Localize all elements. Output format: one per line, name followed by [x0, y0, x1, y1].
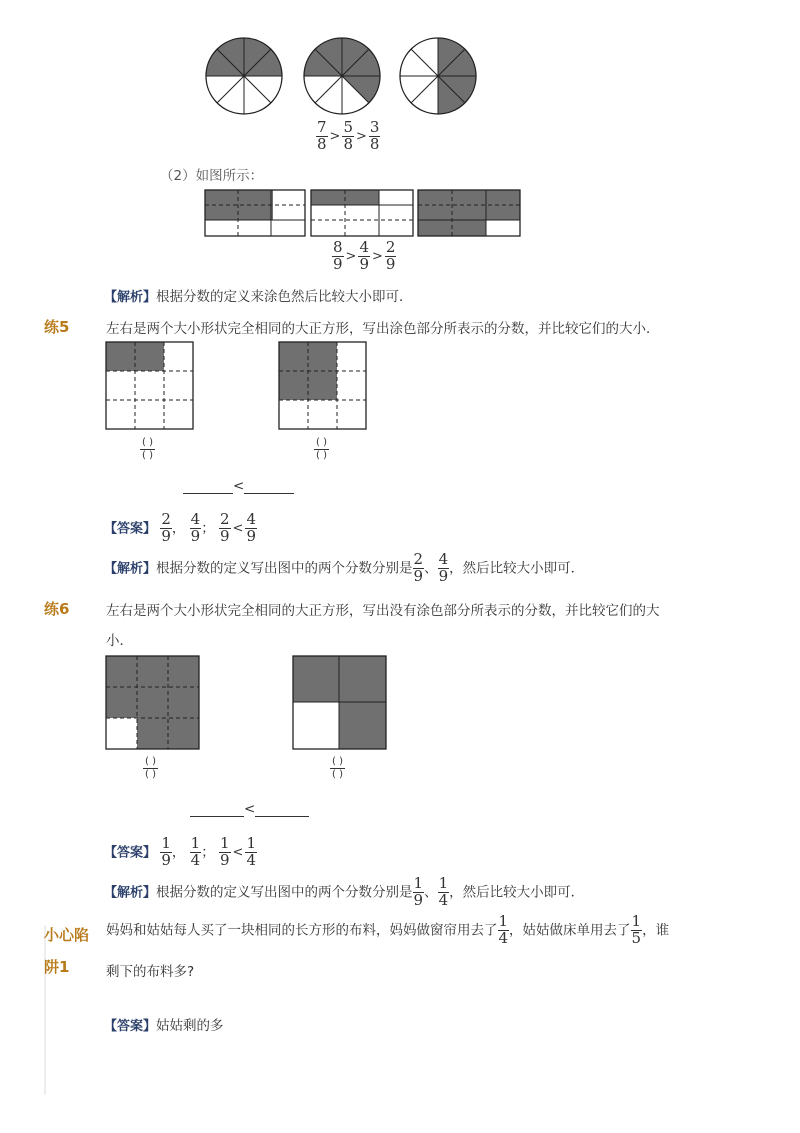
ex6-blank-fraction-left[interactable]: ( ) ( ): [145, 756, 156, 780]
ex6-compare-line: <: [190, 801, 309, 817]
ex6-question-line1: 左右是两个大小形状完全相同的大正方形，写出没有涂色部分所表示的分数，并比较它们的大: [106, 603, 660, 619]
trap-question-line1: 妈妈和姑姑每人买了一块相同的长方形的布料，妈妈做窗帘用去了 $\frac{1}{4}$ ，姑姑做床单用去了 $\frac{1}{5}$ ，谁: [106, 912, 670, 947]
trap-question-line2: 剩下的布料多?: [106, 964, 195, 980]
ex6-square-right: [293, 656, 386, 749]
analysis-1: 【解析】根据分数的定义来涂色然后比较大小即可．: [104, 289, 413, 305]
rect-4-9: [311, 190, 413, 236]
rect-8-9: [205, 190, 305, 236]
ex5-blank-fraction-right[interactable]: ( ) ( ): [316, 437, 327, 461]
fraction: $\frac{2}{9}$: [413, 550, 424, 585]
ex6-square-left: [106, 656, 199, 749]
fraction: $\frac{2}{9}$: [385, 238, 396, 273]
fraction: $\frac{4}{9}$: [438, 550, 449, 585]
ex5-compare-line: <: [183, 478, 294, 494]
ex5-label: 练5: [44, 318, 70, 336]
fraction: $\frac{3}{8}$: [369, 118, 380, 153]
circle-5-8: [298, 36, 388, 120]
ex5-analysis: 【解析】根据分数的定义写出图中的两个分数分别是 $\frac{2}{9}$ 、 $\frac{4}{9}$ ，然后比较大小即可．: [104, 550, 585, 585]
ex5-square-right: [279, 342, 366, 429]
fraction: $\frac{4}{9}$: [190, 510, 201, 545]
ex6-answer: 【答案】 $\frac{1}{9}$ ， $\frac{1}{4}$ ； $\frac{1}{9}$ < $\frac{1}{4}$: [104, 834, 256, 869]
part2-heading: （2）如图所示：: [160, 168, 264, 184]
trap-label-line2: 阱1: [44, 958, 70, 976]
blank[interactable]: [183, 481, 233, 494]
ex6-squares: [104, 654, 390, 752]
ex5-answer: 【答案】 $\frac{2}{9}$ ， $\frac{4}{9}$ ； $\frac{2}{9}$ < $\frac{4}{9}$: [104, 510, 256, 545]
blank[interactable]: [255, 804, 309, 817]
part2-inequality: $\frac{8}{9}$ > $\frac{4}{9}$ > $\frac{2}{9}$: [333, 238, 396, 273]
fraction: $\frac{1}{5}$: [631, 912, 642, 947]
ex6-label: 练6: [44, 600, 70, 618]
fraction: $\frac{1}{9}$: [413, 874, 424, 909]
fraction: $\frac{4}{9}$: [359, 238, 369, 273]
ex5-square-left: [106, 342, 193, 429]
fraction: $\frac{5}{8}$: [343, 118, 353, 153]
ex6-analysis: 【解析】根据分数的定义写出图中的两个分数分别是 $\frac{1}{9}$ 、 $\frac{1}{4}$ ，然后比较大小即可．: [104, 874, 585, 909]
fraction: $\frac{2}{9}$: [161, 510, 171, 545]
ex5-blank-fraction-left[interactable]: ( ) ( ): [142, 437, 153, 461]
part1-inequality: $\frac{7}{8}$ > $\frac{5}{8}$ > $\frac{3}{8}$: [317, 118, 380, 153]
fraction: $\frac{1}{4}$: [190, 834, 201, 869]
fraction: $\frac{1}{9}$: [220, 834, 230, 869]
fraction: $\frac{1}{4}$: [438, 874, 449, 909]
fraction: $\frac{1}{4}$: [246, 834, 256, 869]
circle-7-8: [206, 38, 282, 114]
ex5-question: 左右是两个大小形状完全相同的大正方形，写出涂色部分所表示的分数，并比较它们的大小．: [106, 321, 660, 337]
rect-2-9: [418, 190, 520, 236]
ex6-question-line2: 小．: [106, 633, 133, 649]
fraction: $\frac{1}{9}$: [161, 834, 171, 869]
blank[interactable]: [190, 804, 244, 817]
fraction: $\frac{4}{9}$: [246, 510, 256, 545]
blank[interactable]: [244, 481, 294, 494]
trap-answer: 【答案】姑姑剩的多: [104, 1018, 224, 1034]
fraction: $\frac{2}{9}$: [220, 510, 230, 545]
trap-label-line1: 小心陷: [44, 926, 90, 944]
fraction: $\frac{7}{8}$: [317, 118, 327, 153]
fraction: $\frac{1}{4}$: [498, 912, 509, 947]
ex5-squares: [104, 340, 368, 432]
fraction: $\frac{8}{9}$: [333, 238, 343, 273]
rectangles-figure: [203, 188, 523, 240]
circle-3-8: [394, 36, 484, 120]
trap-sidebar-rule: [44, 925, 46, 1095]
ex6-blank-fraction-right[interactable]: ( ) ( ): [332, 756, 343, 780]
